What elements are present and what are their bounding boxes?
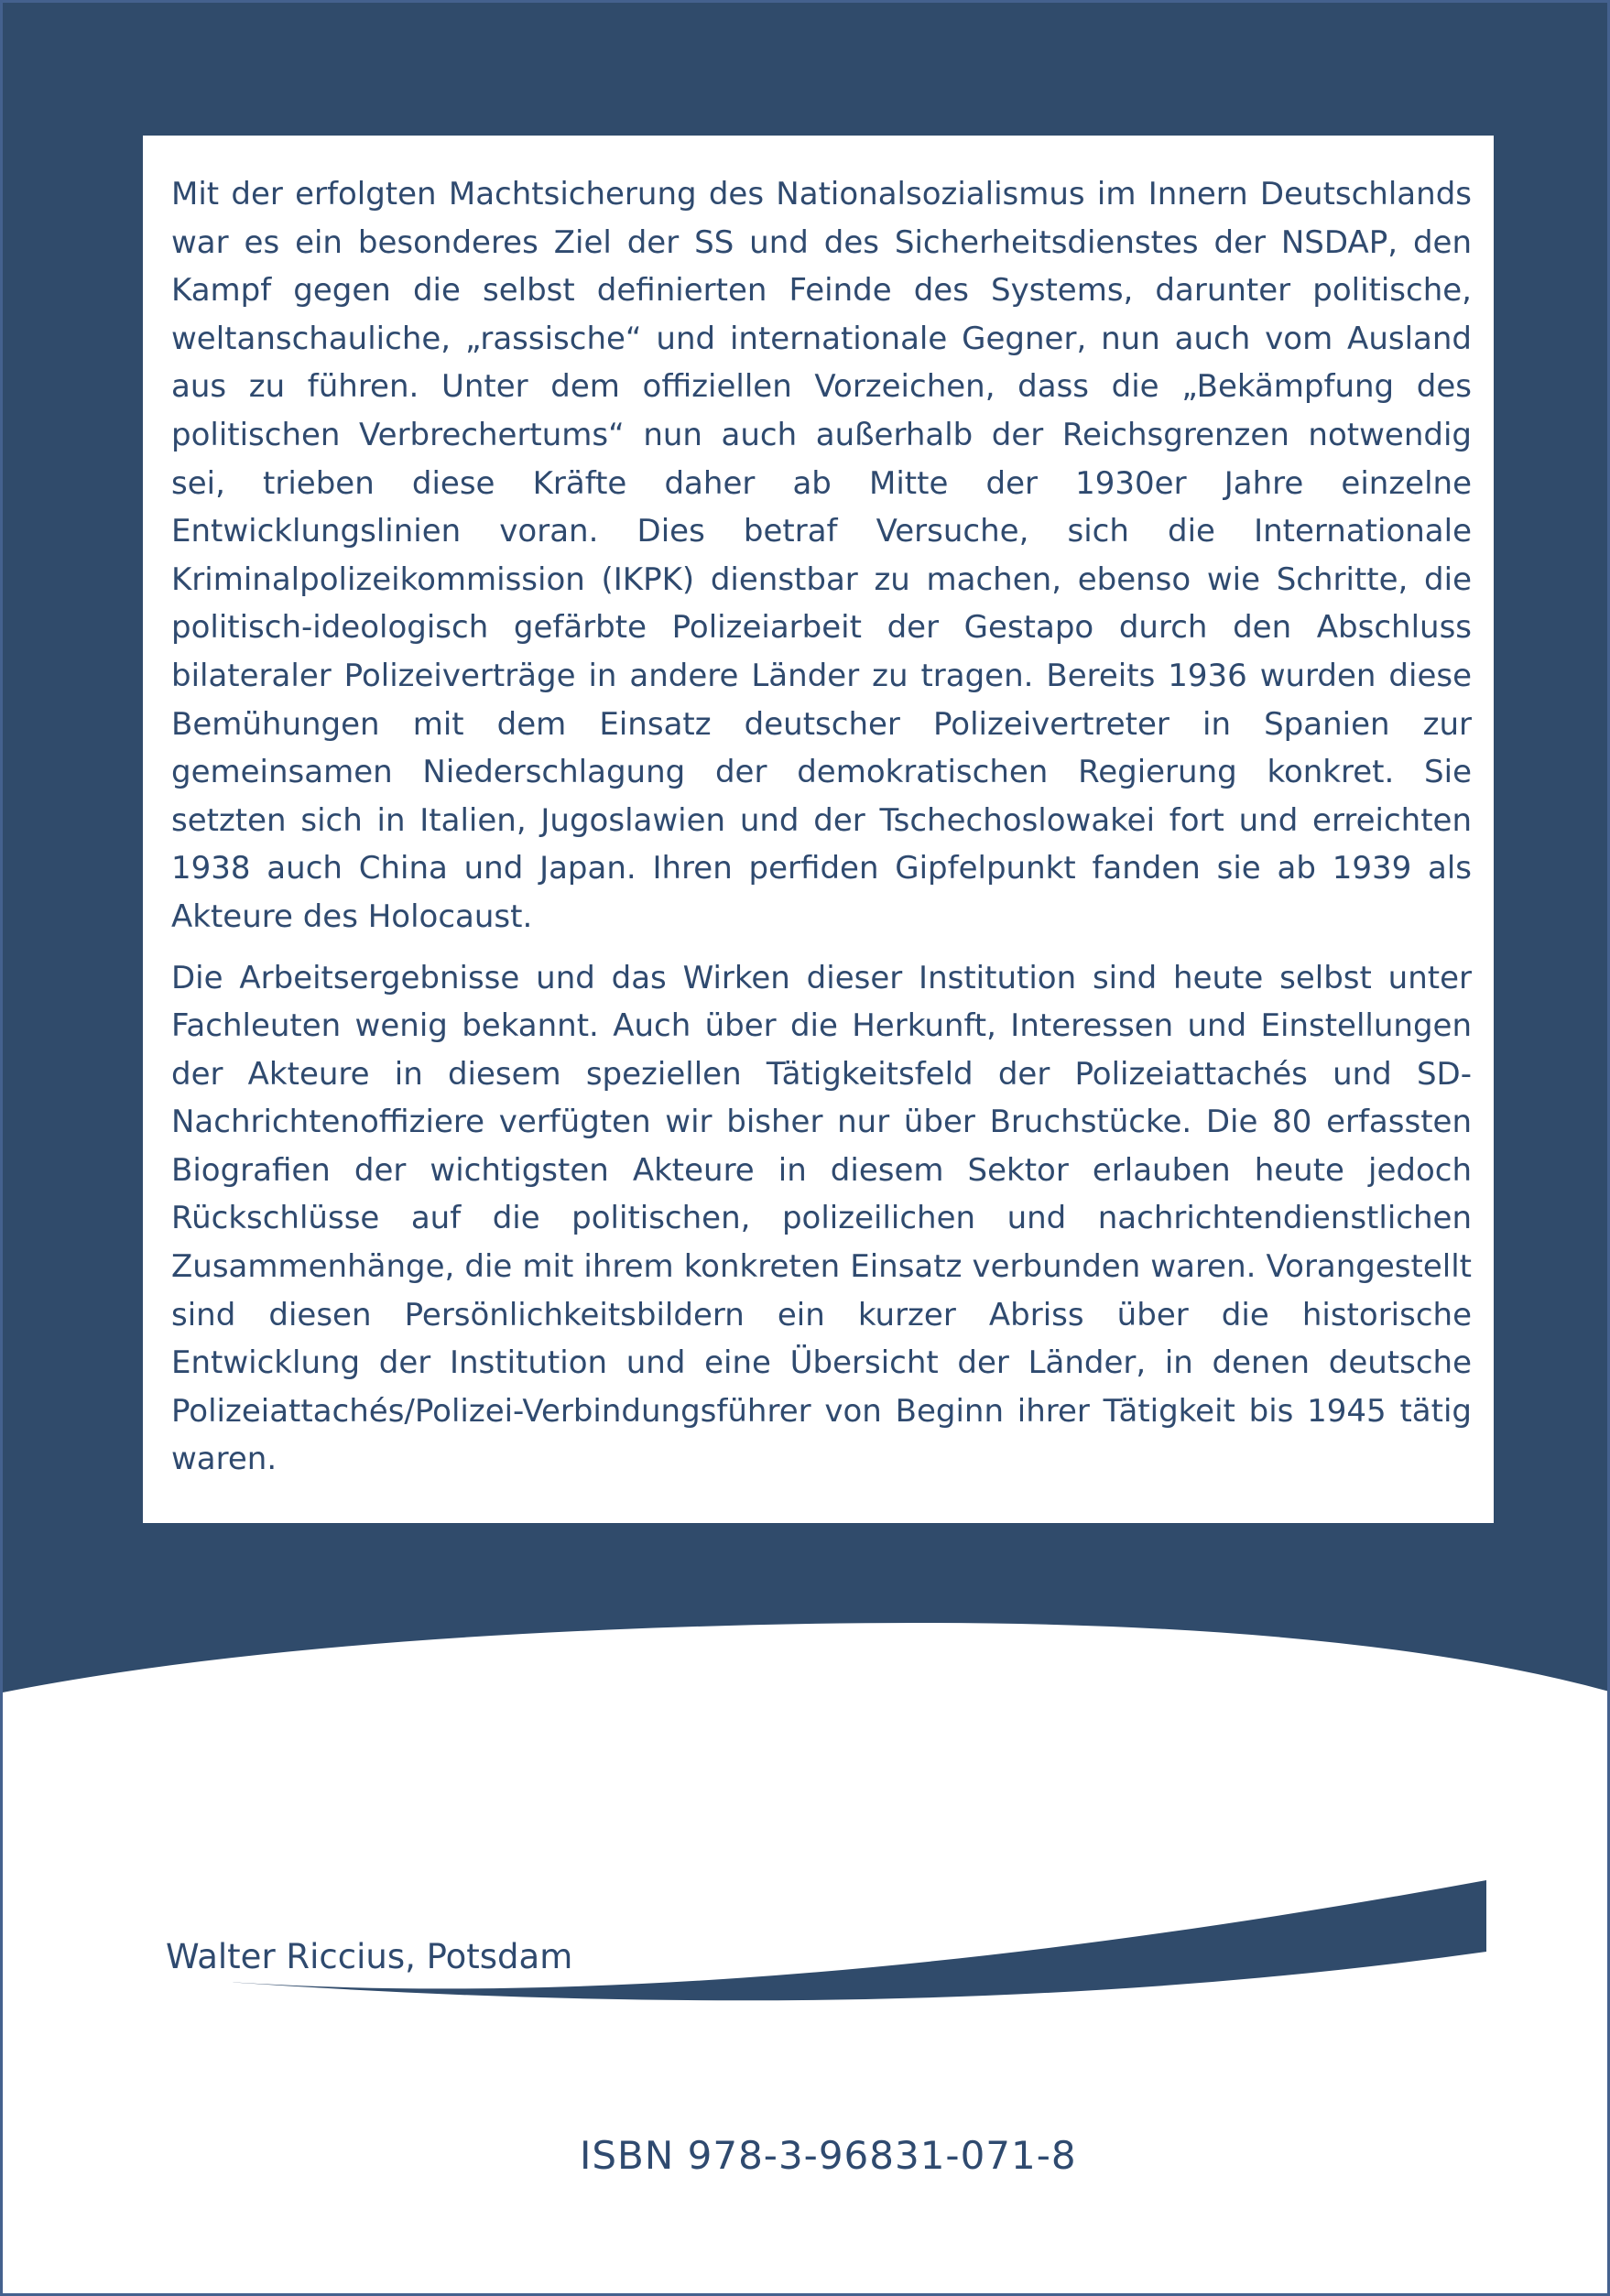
blurb-paragraph-2: Die Arbeitsergebnisse und das Wirken dieser Institution sind heute selbst unter Fachleuten wenig bekannt. Auch über die Herkunft, Interessen und Einstellungen der Akteure in diesem speziellen Tätigkeitsfeld der Polizeiattachés und SD-Nachrichtenoffiziere verfügten wir bisher nur über Bruchstücke. Die 80 erfassten Biografien der wichtigsten Akteure in diesem Sektor erlauben heute jedoch Rückschlüsse auf die politischen, polizeilichen und nachrichtendienstlichen Zusammenhänge, die mit ihrem konkreten Einsatz verbunden waren. Vorangestellt sind diesen Persönlichkeitsbildern ein kurzer Abriss über die historische Entwicklung der Institution und eine Übersicht der Länder, in denen deutsche Polizeiattachés/Polizei-Verbindungsführer von Beginn ihrer Tätigkeit bis 1945 tätig waren. [171,959,1472,1478]
blurb-text-box [143,136,1494,1523]
blurb-paragraph-1: Mit der erfolgten Machtsicherung des Nationalsozialismus im Innern Deutschlands war es ein besonderes Ziel der SS und des Sicherheitsdienstes der NSDAP, den Kampf gegen die selbst definierten Feinde des Systems, darunter politische, weltanschauliche, „rassische“ und internationale Gegner, nun auch vom Ausland aus zu führen. Unter dem offiziellen Vorzeichen, dass die „Bekämpfung des politischen Verbrechertums“ nun auch außerhalb der Reichsgrenzen notwendig sei, trieben diese Kräfte daher ab Mitte der 1930er Jahre einzelne Entwicklungslinien voran. Dies betraf Versuche, sich die Internationale Kriminalpolizeikommission (IKPK) dienstbar zu machen, ebenso wie Schritte, die politisch-ideologisch gefärbte Polizeiarbeit der Gestapo durch den Abschluss bilateraler Polizeiverträge in andere Länder zu tragen. Bereits 1936 wurden diese Bemühungen mit dem Einsatz deutscher Polizeivertreter in Spanien zur gemeinsamen Niederschlagung der demokratischen Regierung konkret. Sie setzten sich in Italien, Jugoslawien und der Tschechoslowakei fort und erreichten 1938 auch China und Japan. Ihren perfiden Gipfelpunkt fanden sie ab 1939 als Akteure des Holocaust. [171,176,1472,935]
author-name: Walter Riccius, Potsdam [166,1937,573,1976]
isbn: ISBN 978-3-96831-071-8 [580,2133,1077,2178]
